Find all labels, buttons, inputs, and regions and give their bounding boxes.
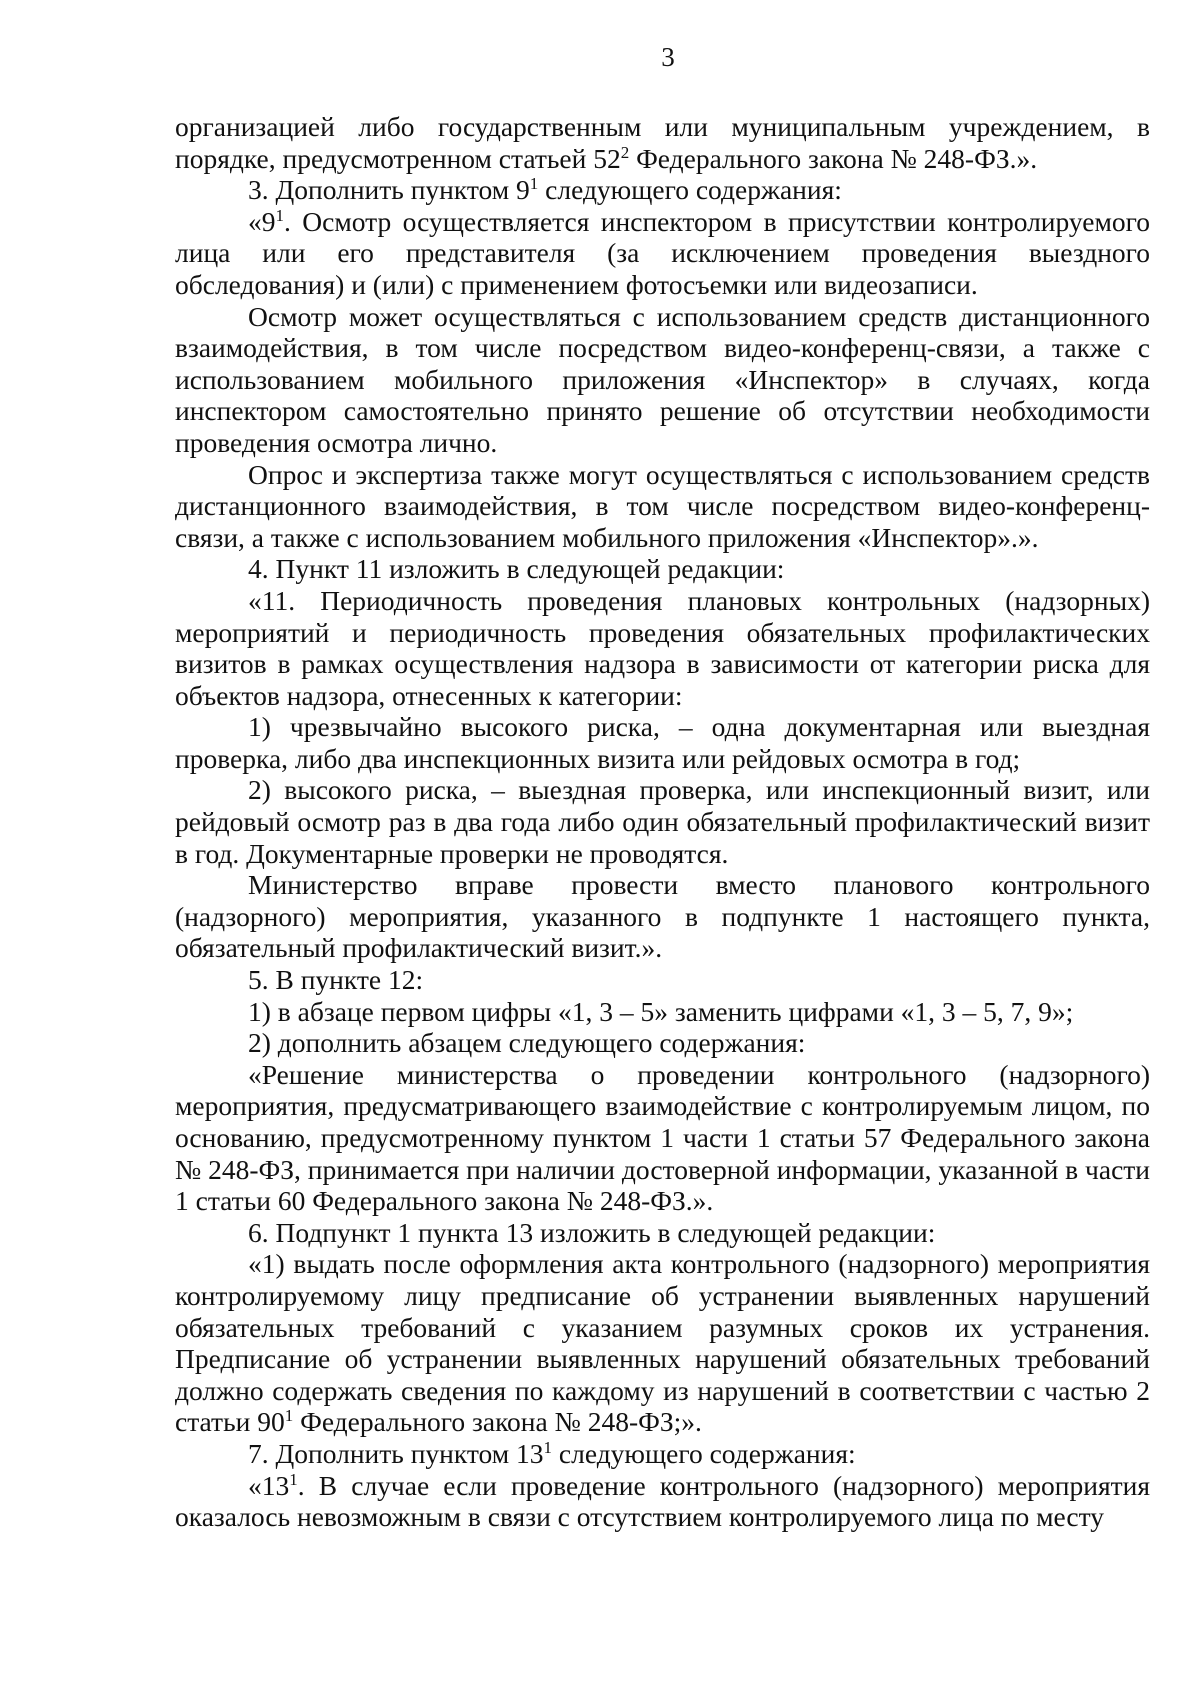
paragraph-text: 2) дополнить абзацем следующего содержания: (248, 1027, 806, 1059)
paragraph-text: 1) в абзаце первом цифры «1, 3 – 5» заменить цифрами «1, 3 – 5, 7, 9»; (248, 995, 1074, 1027)
paragraph-text: 2) высокого риска, – выездная проверка, или инспекционный визит, или рейдовый осмотр раз в два года либо один обязательный профилактический визит в год. Документарные проверки не проводятся. (175, 774, 1150, 869)
paragraph-text: организацией либо государственным или муниципальным учреждением, в порядке, предусмотренном статьей 52 (175, 111, 1150, 174)
paragraph (175, 774, 1150, 869)
superscript: 1 (543, 1437, 553, 1457)
paragraph-text: «13 (248, 1469, 290, 1501)
paragraph (175, 111, 1150, 174)
superscript: 1 (284, 1406, 294, 1426)
superscript: 1 (529, 174, 539, 194)
paragraph (175, 301, 1150, 459)
paragraph-text: 7. Дополнить пунктом 13 (248, 1437, 544, 1469)
document-body (175, 111, 1150, 1533)
paragraph-text: следующего содержания: (538, 174, 842, 206)
superscript: 1 (275, 205, 284, 225)
paragraph-text: 4. Пункт 11 изложить в следующей редакции: (248, 553, 785, 585)
paragraph (175, 585, 1150, 711)
paragraph (175, 1248, 1150, 1438)
paragraph (175, 964, 1150, 996)
paragraph-text: «1) выдать после оформления акта контрольного (надзорного) мероприятия контролируемому лицу предписание об устранении выявленных нарушений обязательных требований с указанием разумных сроков их устранения. Предписание об устранении выявленных нарушений обязательных требований должно содержать сведения по каждому из нарушений в соответствии с частью 2 статьи 90 (175, 1248, 1150, 1438)
paragraph (175, 1059, 1150, 1217)
paragraph (175, 459, 1150, 554)
paragraph-text: 6. Подпункт 1 пункта 13 изложить в следующей редакции: (248, 1216, 936, 1248)
page-number: 3 (661, 42, 675, 72)
paragraph (175, 174, 1150, 206)
paragraph-text: . Осмотр осуществляется инспектором в присутствии контролируемого лица или его представителя (за исключением проведения выездного обследования) и (или) с применением фотосъемки или видеозаписи. (175, 205, 1150, 300)
superscript: 2 (620, 142, 630, 162)
paragraph-text: . В случае если проведение контрольного (надзорного) мероприятия оказалось невозможным в связи с отсутствием контролируемого лица по месту (175, 1469, 1150, 1533)
paragraph-text: Министерство вправе провести вместо планового контрольного (надзорного) мероприятия, указанного в подпункте 1 настоящего пункта, обязательный профилактический визит.». (175, 869, 1150, 964)
paragraph (175, 553, 1150, 585)
paragraph (175, 869, 1150, 964)
paragraph-text: следующего содержания: (552, 1437, 856, 1469)
paragraph (175, 1438, 1150, 1470)
superscript: 1 (289, 1469, 298, 1489)
paragraph (175, 711, 1150, 774)
paragraph-text: 3. Дополнить пунктом 9 (248, 174, 530, 206)
paragraph (175, 206, 1150, 301)
paragraph-text: Федерального закона № 248-ФЗ;». (293, 1406, 702, 1438)
paragraph-text: Осмотр может осуществляться с использованием средств дистанционного взаимодействия, в том числе посредством видео-конференц-связи, а также с использованием мобильного приложения «Инспектор» в случаях, когда инспектором самостоятельно принято решение об отсутствии необходимости проведения осмотра лично. (175, 300, 1150, 458)
paragraph (175, 1027, 1150, 1059)
paragraph-text: 5. В пункте 12: (248, 964, 424, 996)
paragraph-text: «9 (248, 205, 276, 237)
paragraph-text: 1) чрезвычайно высокого риска, – одна документарная или выездная проверка, либо два инспекционных визита или рейдовых осмотра в год; (175, 711, 1150, 774)
paragraph-text: «Решение министерства о проведении контрольного (надзорного) мероприятия, предусматривающего взаимодействие с контролируемым лицом, по основанию, предусмотренному пунктом 1 части 1 статьи 57 Федерального закона № 248-ФЗ, принимается при наличии достоверной информации, указанной в части 1 статьи 60 Федерального закона № 248-ФЗ.». (175, 1058, 1151, 1217)
paragraph (175, 1470, 1150, 1533)
paragraph-text: Федерального закона № 248-ФЗ.». (629, 142, 1038, 174)
paragraph (175, 1217, 1150, 1249)
paragraph (175, 996, 1150, 1028)
paragraph-text: Опрос и экспертиза также могут осуществляться с использованием средств дистанционного взаимодействия, в том числе посредством видео-конференц-связи, а также с использованием мобильного приложения «Инспектор».». (175, 458, 1150, 553)
paragraph-text: «11. Периодичность проведения плановых контрольных (надзорных) мероприятий и периодичность проведения обязательных профилактических визитов в рамках осуществления надзора в зависимости от категории риска для объектов надзора, отнесенных к категории: (175, 584, 1150, 711)
